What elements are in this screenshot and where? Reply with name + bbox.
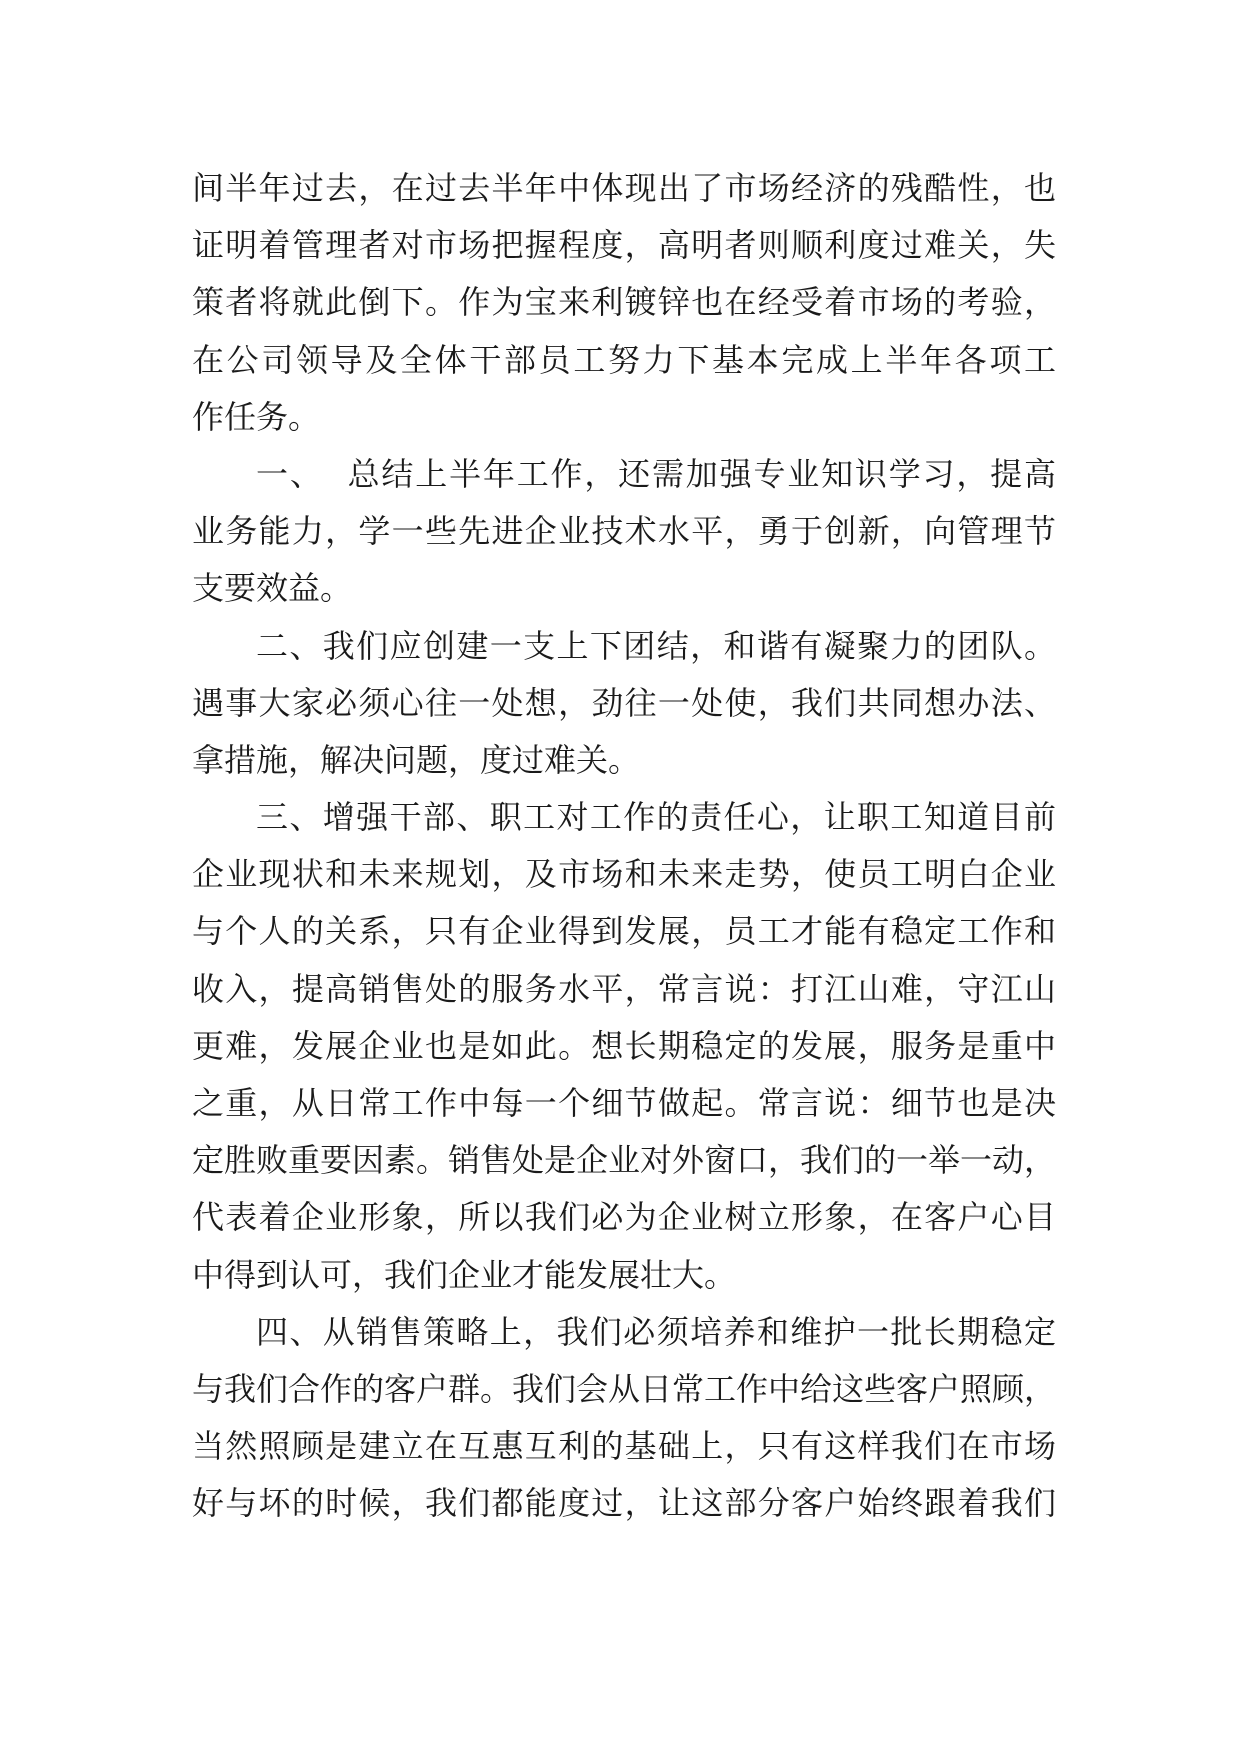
text-line: 代表着企业形象，所以我们必为企业树立形象，在客户心目 [192,1198,1056,1237]
text-line: 定胜败重要因素。销售处是企业对外窗口，我们的一举一动， [192,1141,1057,1180]
paragraph-point-1 [192,446,1056,618]
text-line: 三、增强干部、职工对工作的责任心，让职工知道目前 [256,798,1056,837]
text-line: 在公司领导及全体干部员工努力下基本完成上半年各项工 [192,340,1056,379]
text-line: 四、从销售策略上，我们必须培养和维护一批长期稳定 [256,1312,1056,1351]
paragraph-point-3 [192,789,1056,1304]
text-line: 与我们合作的客户群。我们会从日常工作中给这些客户照顾， [192,1369,1057,1408]
text-line: 间半年过去，在过去半年中体现出了市场经济的残酷性，也 [192,169,1056,207]
text-line: 业务能力，学一些先进企业技术水平，勇于创新，向管理节 [192,512,1056,551]
text-line: 好与坏的时候，我们都能度过，让这部分客户始终跟着我们 [192,1484,1056,1523]
text-line: 证明着管理者对市场把握程度，高明者则顺利度过难关，失 [192,226,1056,265]
text-line: 二、我们应创建一支上下团结，和谐有凝聚力的团队。 [256,626,1056,665]
text-line: 收入，提高销售处的服务水平，常言说：打江山难，守江山 [192,969,1056,1008]
text-line: 一、 总结上半年工作，还需加强专业知识学习，提高 [256,454,1056,493]
document-body [192,160,1056,1533]
text-line: 与个人的关系，只有企业得到发展，员工才能有稳定工作和 [192,912,1056,951]
text-line: 作任务。 [192,397,321,436]
paragraph-point-4 [192,1304,1056,1533]
text-line: 策者将就此倒下。作为宝来利镀锌也在经受着市场的考验， [192,283,1056,322]
paragraph-intro [192,160,1056,446]
text-line: 当然照顾是建立在互惠互利的基础上，只有这样我们在市场 [192,1427,1056,1466]
text-line: 遇事大家必须心往一处想，劲往一处使，我们共同想办法、 [192,683,1056,722]
text-line: 之重，从日常工作中每一个细节做起。常言说：细节也是决 [192,1084,1056,1122]
text-line: 更难，发展企业也是如此。想长期稳定的发展，服务是重中 [192,1026,1056,1065]
text-line: 拿措施，解决问题，度过难关。 [192,740,641,779]
text-line: 中得到认可，我们企业才能发展壮大。 [192,1255,737,1294]
paragraph-point-2 [192,618,1056,790]
text-line: 企业现状和未来规划，及市场和未来走势，使员工明白企业 [192,855,1056,894]
text-line: 支要效益。 [192,569,353,608]
